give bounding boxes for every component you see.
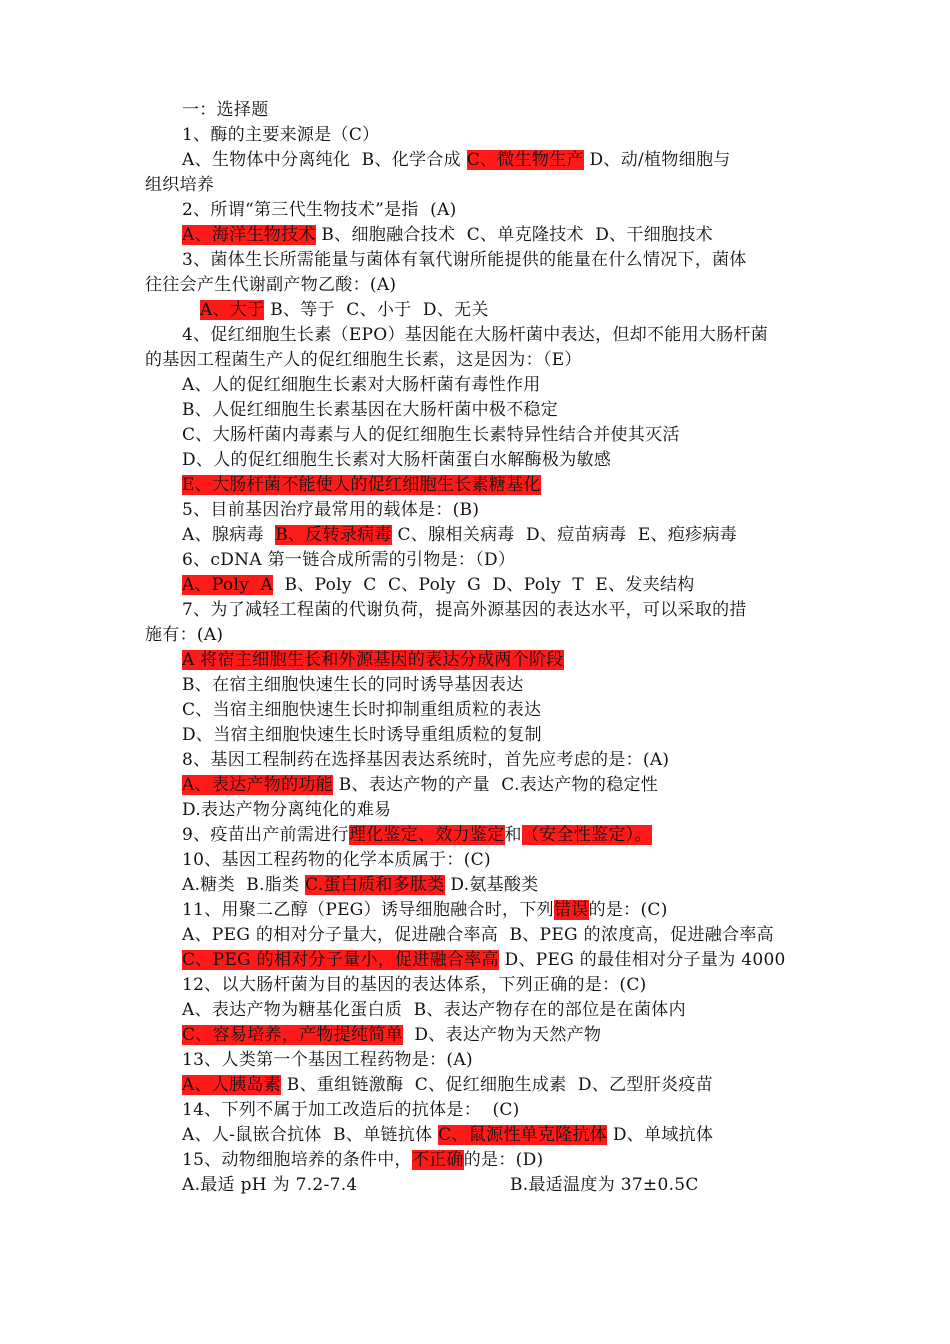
q9-stem-mid: 和 (504, 825, 522, 845)
q6-options-rest: B、Poly C C、Poly G D、Poly T E、发夹结构 (273, 575, 695, 595)
question-14-stem: 14、下列不属于加工改造后的抗体是： (C) (182, 1100, 520, 1120)
question-6-options (182, 573, 695, 597)
q2-options-rest: B、细胞融合技术 C、单克隆技术 D、干细胞技术 (315, 225, 713, 245)
q6-answer-highlight: A、Poly A (182, 575, 274, 595)
section-title: 一：选择题 (182, 100, 269, 120)
q9-answer-highlight-2: （安全性鉴定）。 (521, 825, 652, 845)
question-10-options (182, 873, 539, 897)
question-1-stem: 1、酶的主要来源是（C） (182, 125, 380, 145)
question-1-options (182, 148, 731, 172)
q3-answer-highlight: A、大于 (200, 300, 265, 320)
question-12-options-cd (182, 1023, 601, 1047)
question-4-option-a: A、人的促红细胞生长素对大肠杆菌有毒性作用 (182, 375, 541, 395)
question-7-option-a (182, 648, 564, 672)
q8-options-rest: B、表达产物的产量 C.表达产物的稳定性 (332, 775, 659, 795)
question-4-option-b: B、人促红细胞生长素基因在大肠杆菌中极不稳定 (182, 400, 559, 420)
question-2-stem: 2、所谓“第三代生物技术”是指 (A) (182, 200, 457, 220)
question-10-stem: 10、基因工程药物的化学本质属于：(C) (182, 850, 491, 870)
question-12-stem: 12、以大肠杆菌为目的基因的表达体系，下列正确的是：(C) (182, 975, 647, 995)
q15-keyword-highlight: 不正确 (411, 1150, 464, 1170)
q9-stem-pre: 9、疫苗出产前需进行 (182, 825, 349, 845)
question-9-stem (182, 823, 652, 847)
question-3-stem: 3、菌体生长所需能量与菌体有氧代谢所能提供的能量在什么情况下，菌体 (182, 250, 747, 270)
question-15-stem (182, 1148, 543, 1172)
question-13-options (182, 1073, 713, 1097)
q8-answer-highlight: A、表达产物的功能 (182, 775, 333, 795)
q12-answer-highlight: C、容易培养，产物提纯简单 (182, 1025, 403, 1045)
question-5-stem: 5、目前基因治疗最常用的载体是：(B) (182, 500, 480, 520)
q14-options-rest: D、单域抗体 (607, 1125, 714, 1145)
q11-option-d: D、PEG 的最佳相对分子量为 4000 (498, 950, 786, 970)
question-15-option-a: A.最适 pH 为 7.2-7.4 (182, 1175, 358, 1195)
question-3-options (200, 298, 489, 322)
q12-option-d: D、表达产物为天然产物 (402, 1025, 602, 1045)
q14-answer-highlight: C、鼠源性单克隆抗体 (438, 1125, 608, 1145)
question-4-option-d: D、人的促红细胞生长素对大肠杆菌蛋白水解酶极为敏感 (182, 450, 612, 470)
question-11-options-cd (182, 948, 786, 972)
question-7-stem: 7、为了减轻工程菌的代谢负荷，提高外源基因的表达水平，可以采取的措 (182, 600, 747, 620)
question-13-stem: 13、人类第一个基因工程药物是：(A) (182, 1050, 473, 1070)
question-11-stem (182, 898, 668, 922)
question-2-options (182, 223, 713, 247)
q1-answer-highlight: C、微生物生产 (466, 150, 584, 170)
q7-answer-highlight: A 将宿主细胞生长和外源基因的表达分成两个阶段 (182, 650, 564, 670)
question-14-options (182, 1123, 713, 1147)
question-7-option-d: D、当宿主细胞快速生长时诱导重组质粒的复制 (182, 725, 542, 745)
q15-stem-pre: 15、动物细胞培养的条件中， (182, 1150, 412, 1170)
q11-stem-post: 的是：(C) (588, 900, 668, 920)
question-4-stem: 4、促红细胞生长素（EPO）基因能在大肠杆菌中表达，但却不能用大肠杆菌 (182, 325, 769, 345)
q10-options-ab: A.糖类 B.脂类 (182, 875, 306, 895)
question-6-stem: 6、cDNA 第一链合成所需的引物是：（D） (182, 550, 516, 570)
question-4-option-c: C、大肠杆菌内毒素与人的促红细胞生长素特异性结合并使其灭活 (182, 425, 680, 445)
q13-options-rest: B、重组链激酶 C、促红细胞生成素 D、乙型肝炎疫苗 (281, 1075, 713, 1095)
q9-answer-highlight-1: 理化鉴定、效力鉴定 (348, 825, 505, 845)
q11-keyword-highlight: 错误 (553, 900, 589, 920)
question-3-stem-cont: 往往会产生代谢副产物乙酸：(A) (145, 275, 397, 295)
q14-options-ab: A、人-鼠嵌合抗体 B、单链抗体 (182, 1125, 439, 1145)
q5-options-a: A、腺病毒 (182, 525, 276, 545)
q15-stem-post: 的是：(D) (463, 1150, 544, 1170)
q2-answer-highlight: A、海洋生物技术 (182, 225, 316, 245)
q3-options-rest: B、等于 C、小于 D、无关 (264, 300, 489, 320)
question-8-options (182, 773, 658, 797)
q1-options-d: D、动/植物细胞与 (583, 150, 731, 170)
q5-options-rest: C、腺相关病毒 D、痘苗病毒 E、疱疹病毒 (391, 525, 738, 545)
question-12-options-ab: A、表达产物为糖基化蛋白质 B、表达产物存在的部位是在菌体内 (182, 1000, 686, 1020)
q11-answer-highlight: C、PEG 的相对分子量小，促进融合率高 (182, 950, 499, 970)
question-4-stem-cont: 的基因工程菌生产人的促红细胞生长素，这是因为：（E） (145, 350, 582, 370)
question-7-option-c: C、当宿主细胞快速生长时抑制重组质粒的表达 (182, 700, 542, 720)
q11-stem-pre: 11、用聚二乙醇（PEG）诱导细胞融合时，下列 (182, 900, 554, 920)
question-8-option-d: D.表达产物分离纯化的难易 (182, 800, 392, 820)
q10-answer-highlight: C.蛋白质和多肽类 (305, 875, 445, 895)
question-11-options-ab: A、PEG 的相对分子量大，促进融合率高 B、PEG 的浓度高，促进融合率高 (182, 925, 774, 945)
question-4-option-e (182, 473, 541, 497)
q10-options-rest: D.氨基酸类 (444, 875, 539, 895)
question-5-options (182, 523, 737, 547)
question-7-stem-cont: 施有：(A) (145, 625, 224, 645)
q13-answer-highlight: A、人胰岛素 (182, 1075, 282, 1095)
question-7-option-b: B、在宿主细胞快速生长的同时诱导基因表达 (182, 675, 524, 695)
question-1-options-cont: 组织培养 (145, 175, 215, 195)
q1-options-ab: A、生物体中分离纯化 B、化学合成 (182, 150, 467, 170)
q4-answer-highlight: E、大肠杆菌不能使人的促红细胞生长素糖基化 (182, 475, 541, 495)
q5-answer-highlight: B、反转录病毒 (275, 525, 392, 545)
question-8-stem: 8、基因工程制药在选择基因表达系统时，首先应考虑的是：(A) (182, 750, 670, 770)
question-15-option-b: B.最适温度为 37±0.5C (510, 1175, 699, 1195)
